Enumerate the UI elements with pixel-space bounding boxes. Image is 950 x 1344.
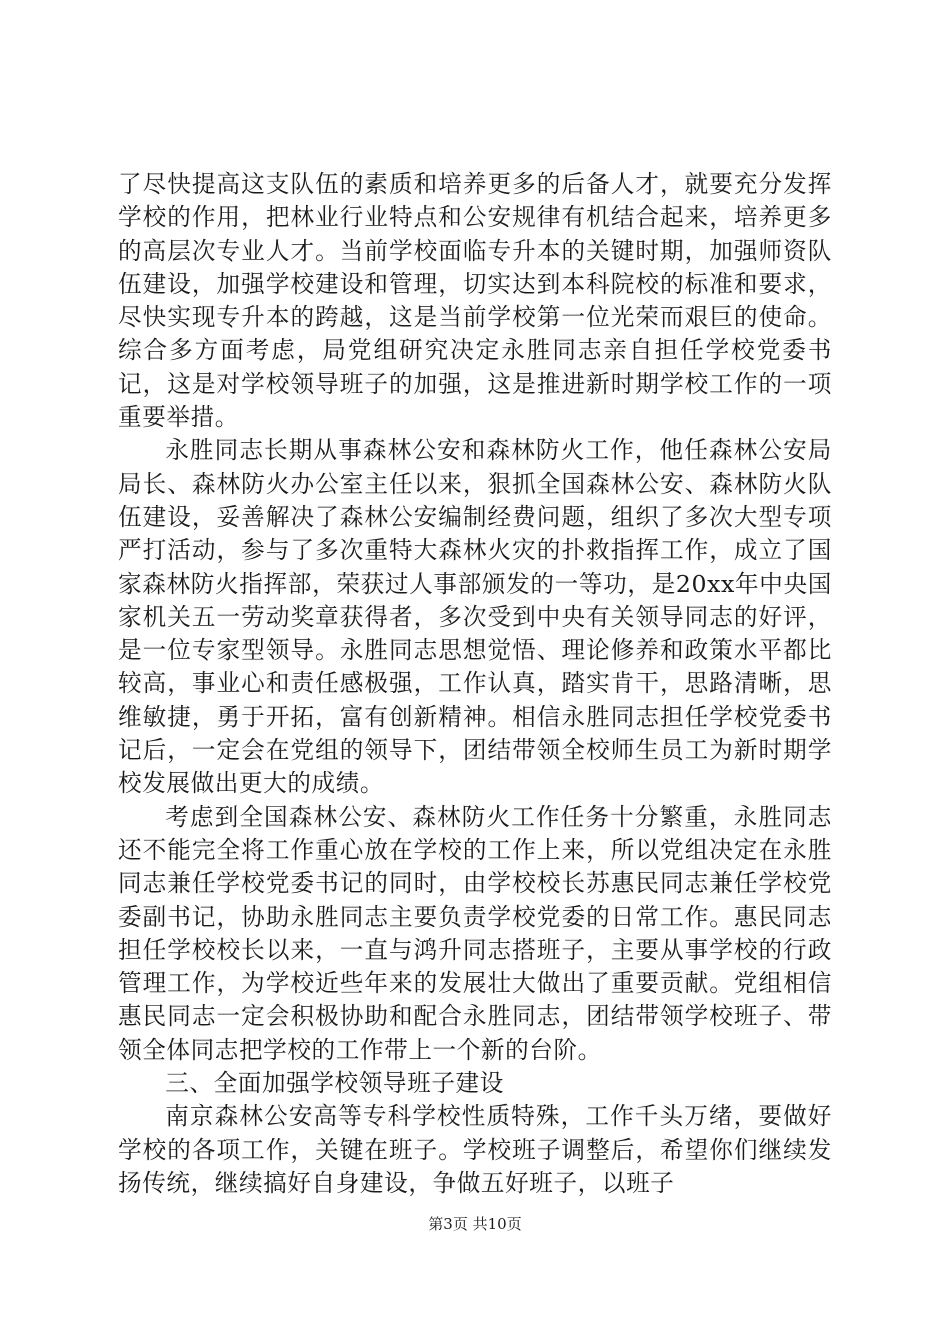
document-body [118, 168, 832, 1200]
paragraph-1: 了尽快提高这支队伍的素质和培养更多的后备人才，就要充分发挥学校的作用，把林业行业特点和公安规律有机结合起来，培养更多的高层次专业人才。当前学校面临专升本的关键时期，加强师资队伍建设，加强学校建设和管理，切实达到本科院校的标准和要求，尽快实现专升本的跨越，这是当前学校第一位光荣而艰巨的使命。综合多方面考虑，局党组研究决定永胜同志亲自担任学校党委书记，这是对学校领导班子的加强，这是推进新时期学校工作的一项重要举措。 [118, 170, 832, 432]
paragraph-2: 永胜同志长期从事森林公安和森林防火工作，他任森林公安局局长、森林防火办公室主任以来，狠抓全国森林公安、森林防火队伍建设，妥善解决了森林公安编制经费问题，组织了多次大型专项严打活动，参与了多次重特大森林火灾的扑救指挥工作，成立了国家森林防火指挥部，荣获过人事部颁发的一等功，是20xx年中央国家机关五一劳动奖章获得者，多次受到中央有关领导同志的好评，是一位专家型领导。永胜同志思想觉悟、理论修养和政策水平都比较高，事业心和责任感极强，工作认真，踏实肯干，思路清晰，思维敏捷，勇于开拓，富有创新精神。相信永胜同志担任学校党委书记后，一定会在党组的领导下，团结带领全校师生员工为新时期学校发展做出更大的成绩。 [118, 436, 832, 798]
paragraph-4: 南京森林公安高等专科学校性质特殊，工作千头万绪，要做好学校的各项工作，关键在班子。学校班子调整后，希望你们继续发扬传统，继续搞好自身建设，争做五好班子，以班子 [118, 1102, 832, 1197]
paragraph-3: 考虑到全国森林公安、森林防火工作任务十分繁重，永胜同志还不能完全将工作重心放在学校的工作上来，所以党组决定在永胜同志兼任学校党委书记的同时，由学校校长苏惠民同志兼任学校党委副书记，协助永胜同志主要负责学校党委的日常工作。惠民同志担任学校校长以来，一直与鸿升同志搭班子，主要从事学校的行政管理工作，为学校近些年来的发展壮大做出了重要贡献。党组相信惠民同志一定会积极协助和配合永胜同志，团结带领学校班子、带领全体同志把学校的工作带上一个新的台阶。 [118, 802, 832, 1064]
section-heading: 三、全面加强学校领导班子建设 [165, 1069, 504, 1098]
page-footer: 第3页 共10页 [428, 1215, 522, 1233]
